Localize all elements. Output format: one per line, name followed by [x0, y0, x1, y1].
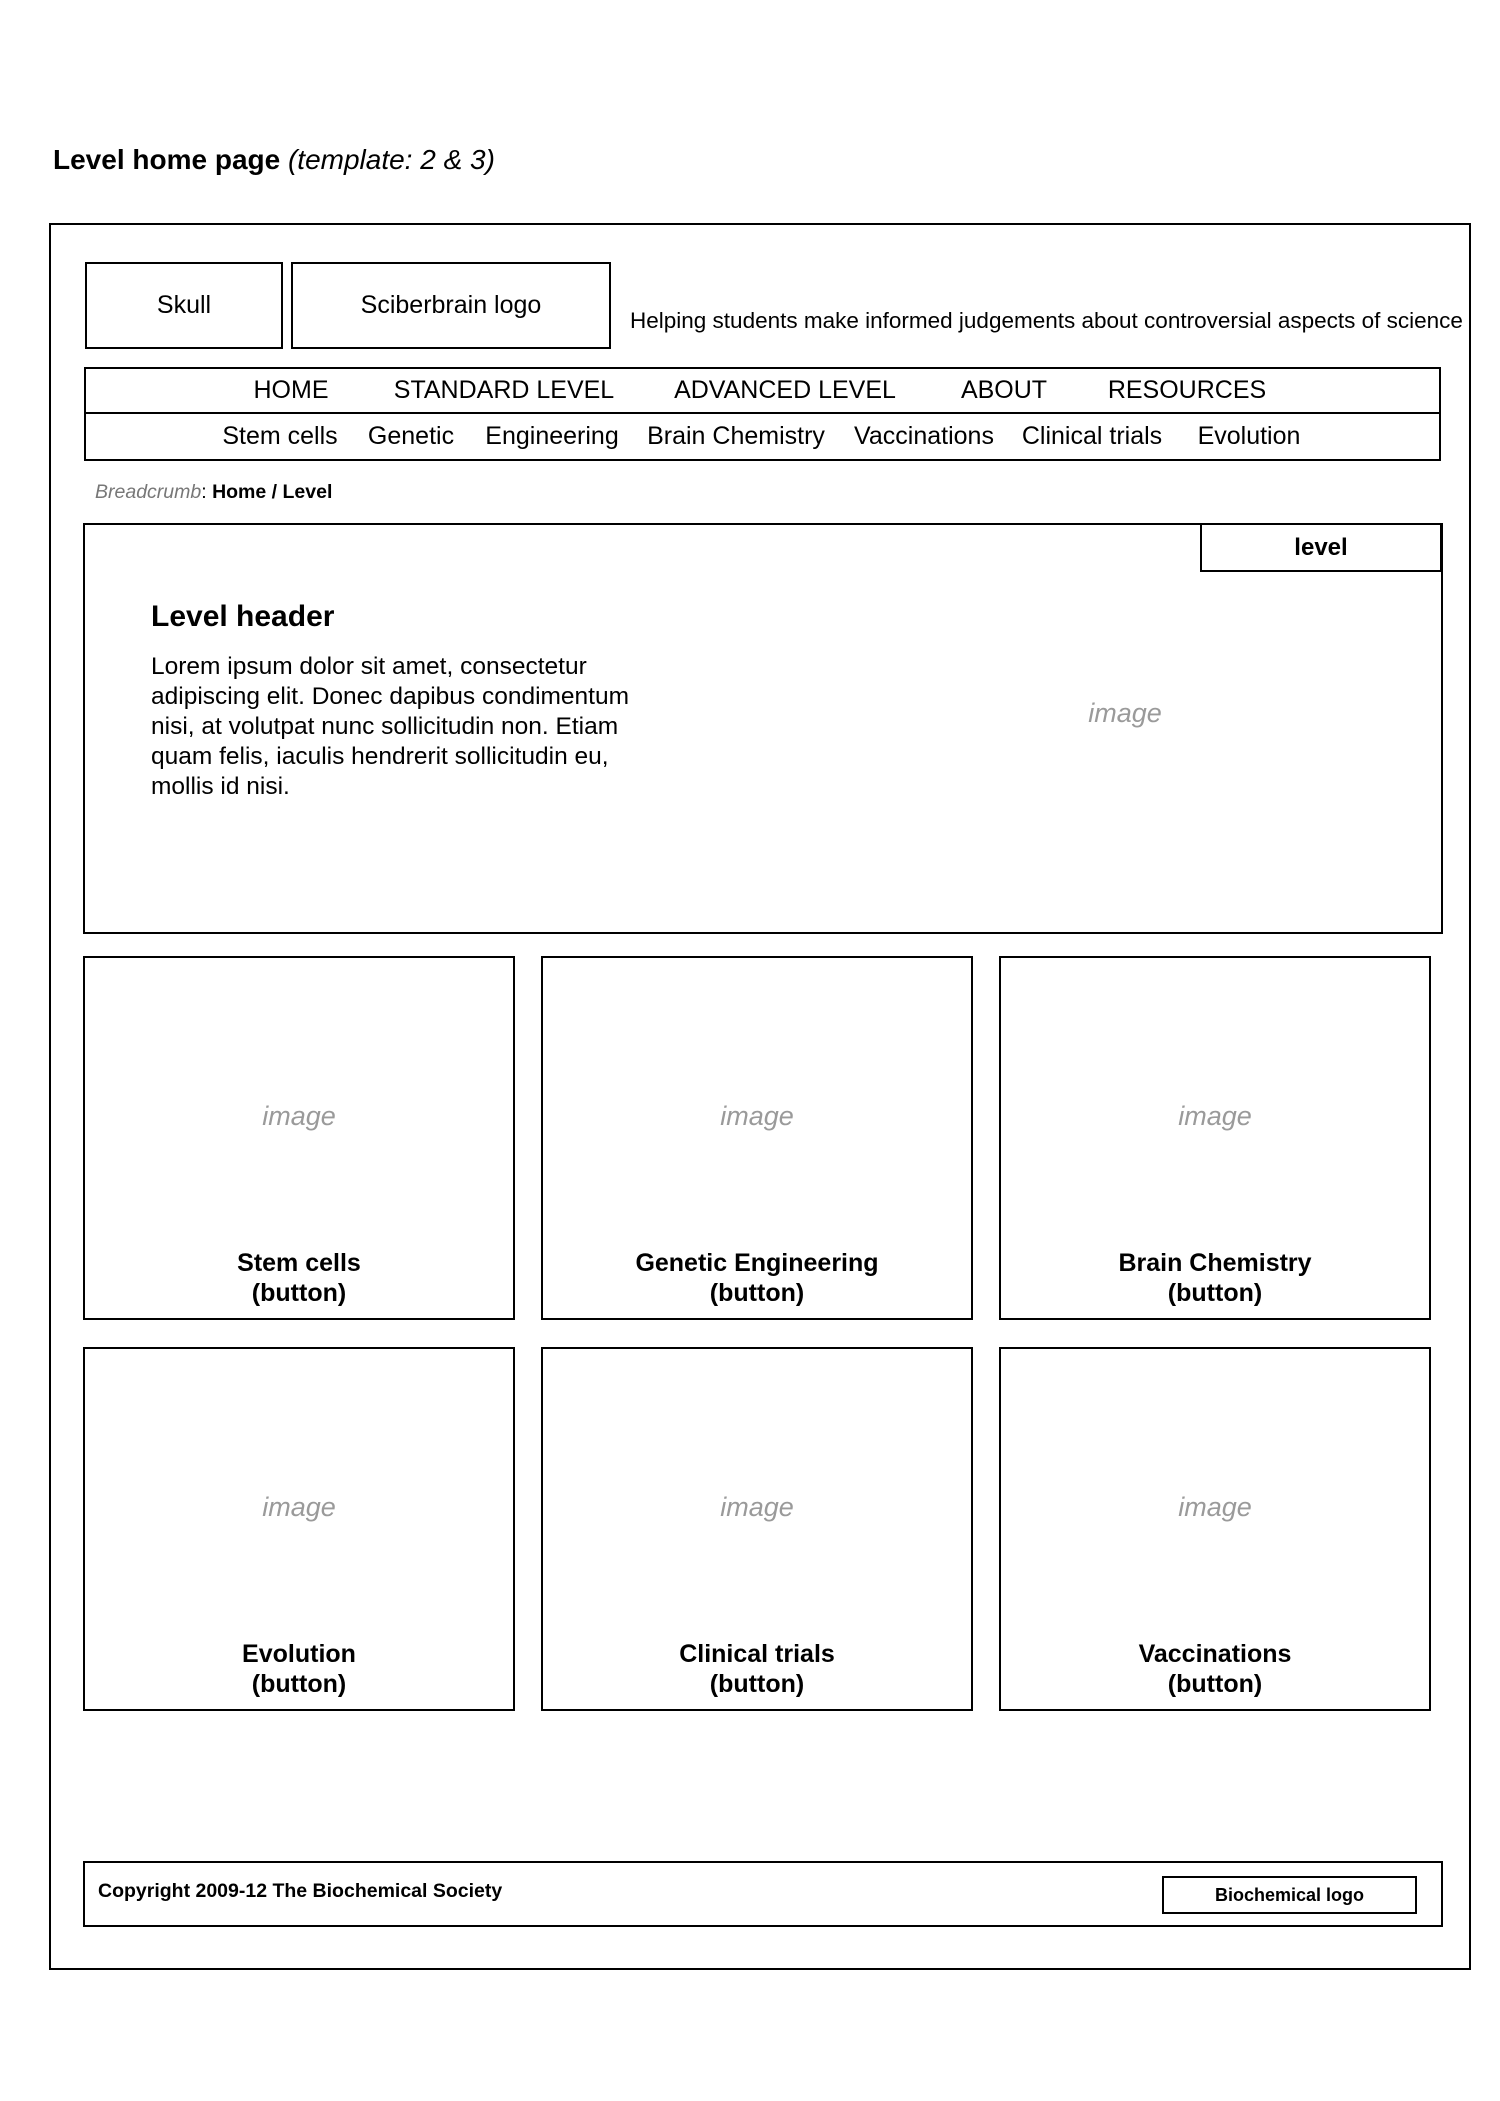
- card-title: Evolution (button): [242, 1640, 356, 1698]
- nav-item-standard-level[interactable]: STANDARD LEVEL: [393, 376, 615, 404]
- topic-item-genetic[interactable]: Genetic: [367, 422, 455, 450]
- topic-card-clinical-trials[interactable]: [541, 1347, 973, 1711]
- nav-item-resources[interactable]: RESOURCES: [1107, 376, 1267, 404]
- card-image-placeholder: image: [720, 1101, 794, 1131]
- breadcrumb-label: Breadcrumb: [95, 481, 202, 503]
- topic-nav: [84, 412, 1441, 461]
- topic-card-genetic-engineering[interactable]: [541, 956, 973, 1320]
- topic-card-evolution[interactable]: [83, 1347, 515, 1711]
- site-logo-label: Sciberbrain logo: [360, 291, 542, 319]
- nav-item-advanced-level[interactable]: ADVANCED LEVEL: [674, 376, 896, 404]
- topic-item-vaccinations[interactable]: Vaccinations: [854, 422, 994, 450]
- level-header-body: Lorem ipsum dolor sit amet, consectetur adipiscing elit. Donec dapibus condimentum nisi, at volutpat nunc sollicitudin non. Etiam quam felis, iaculis hendrerit sollicitudin eu, mollis id nisi.: [151, 653, 630, 800]
- footer-copyright: Copyright 2009-12 The Biochemical Society: [98, 1880, 503, 1902]
- card-image-placeholder: image: [1178, 1101, 1252, 1131]
- breadcrumb-separator: :: [201, 481, 213, 503]
- topic-item-brain-chemistry[interactable]: Brain Chemistry: [647, 422, 825, 450]
- nav-item-home[interactable]: HOME: [253, 376, 329, 404]
- breadcrumb: [95, 481, 332, 504]
- card-title: Genetic Engineering (button): [635, 1249, 879, 1307]
- card-image-placeholder: image: [720, 1492, 794, 1522]
- card-title: Stem cells (button): [237, 1249, 361, 1307]
- hero-image-placeholder: image: [1088, 698, 1162, 728]
- topic-card-stem-cells[interactable]: [83, 956, 515, 1320]
- page-title-main: Level home page: [53, 144, 281, 175]
- topic-item-clinical-trials[interactable]: Clinical trials: [1021, 422, 1163, 450]
- card-image-placeholder: image: [1178, 1492, 1252, 1522]
- site-tagline: Helping students make informed judgements about controversial aspects of science: [630, 308, 1463, 333]
- breadcrumb-path[interactable]: Home / Level: [212, 481, 333, 503]
- topic-card-brain-chemistry[interactable]: [999, 956, 1431, 1320]
- site-logo[interactable]: [291, 262, 611, 349]
- level-tag: [1200, 523, 1442, 572]
- page-title: [53, 144, 495, 176]
- page-title-sub: (template: 2 & 3): [287, 144, 495, 175]
- skull-label: Skull: [156, 291, 212, 319]
- topic-item-stem-cells[interactable]: Stem cells: [222, 422, 338, 450]
- card-title: Brain Chemistry (button): [1118, 1249, 1312, 1307]
- card-image-placeholder: image: [262, 1492, 336, 1522]
- topic-card-vaccinations[interactable]: [999, 1347, 1431, 1711]
- topic-item-engineering[interactable]: Engineering: [485, 422, 619, 450]
- nav-item-about[interactable]: ABOUT: [960, 376, 1048, 404]
- level-header-title: Level header: [151, 600, 335, 633]
- card-image-placeholder: image: [262, 1101, 336, 1131]
- main-nav: [84, 367, 1441, 414]
- skull-placeholder[interactable]: [85, 262, 283, 349]
- topic-item-evolution[interactable]: Evolution: [1197, 422, 1301, 450]
- card-title: Clinical trials (button): [679, 1640, 835, 1698]
- card-title: Vaccinations (button): [1138, 1640, 1292, 1698]
- level-tag-label: level: [1294, 533, 1348, 561]
- biochemical-logo[interactable]: [1162, 1876, 1417, 1914]
- biochemical-logo-label: Biochemical logo: [1214, 1884, 1365, 1905]
